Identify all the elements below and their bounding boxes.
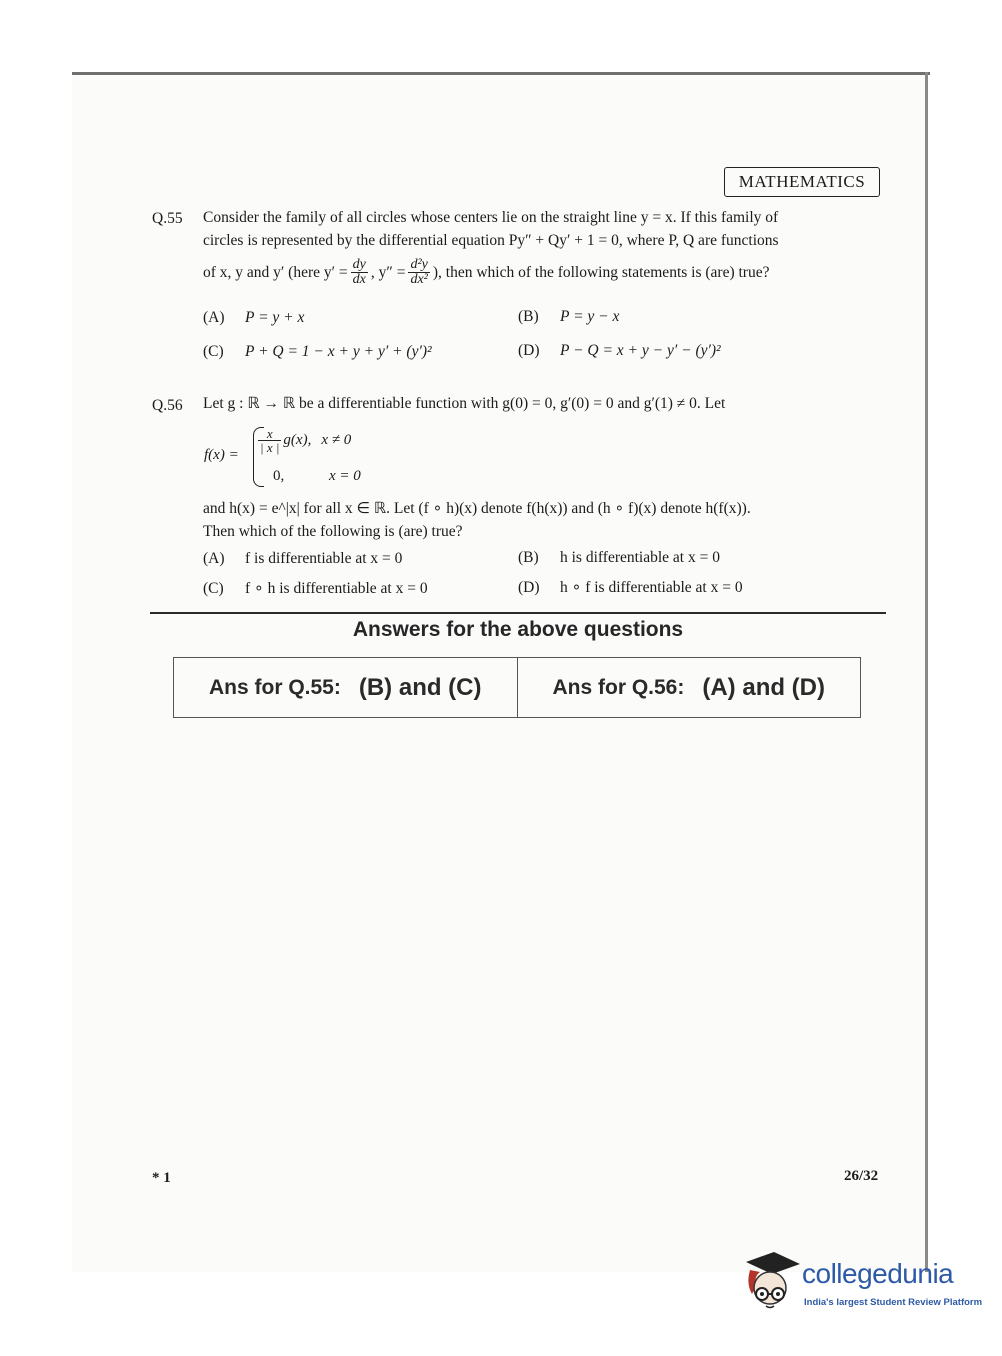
q55-frac-d2y-dx2: $\frac{\text{d²y}}{\text{dx²}}$ bbox=[410, 257, 428, 287]
q55-line3-b: , y″ = bbox=[370, 264, 406, 281]
q56-frac-x-absx: $\frac{x}{| x |}$ bbox=[260, 426, 280, 455]
q56-case2-expr: 0, bbox=[273, 468, 285, 484]
q55-line3 bbox=[203, 258, 769, 287]
q56-line3: Then which of the following is (are) true? bbox=[203, 523, 463, 540]
q56-case1: $\frac{x}{| x |}$ g(x), x ≠ 0 bbox=[260, 426, 352, 455]
q55-option-c: (C) P + Q = 1 − x + y + y′ + (y′)² bbox=[203, 343, 432, 360]
answer-q55: Ans for Q.55: (B) and (C) bbox=[209, 673, 482, 701]
answers-title: Answers for the above questions bbox=[352, 618, 684, 641]
q55-number: Q.55 bbox=[152, 210, 183, 227]
collegedunia-logo[interactable] bbox=[740, 1250, 983, 1320]
q56-option-d: (D) h ∘ f is differentiable at x = 0 bbox=[518, 579, 743, 596]
q56-number: Q.56 bbox=[152, 397, 183, 414]
q56-option-c: (C) f ∘ h is differentiable at x = 0 bbox=[203, 580, 428, 597]
footer-marker: * 1 bbox=[152, 1170, 171, 1186]
q56-option-b: (B) h is differentiable at x = 0 bbox=[518, 549, 720, 566]
q56-line2: and h(x) = e^|x| for all x ∈ ℝ. Let (f ∘ h)(x) denote f(h(x)) and (h ∘ f)(x) denote h(f(x)). bbox=[203, 500, 751, 517]
mascot-icon bbox=[740, 1250, 802, 1316]
q55-line3-c: ), then which of the following statements is (are) true? bbox=[432, 264, 770, 281]
q56-f-lhs: f(x) = bbox=[204, 447, 239, 463]
page-number: 26/32 bbox=[844, 1168, 879, 1184]
brand-tagline: India's largest Student Review Platform bbox=[804, 1297, 983, 1308]
subject-label: MATHEMATICS bbox=[724, 167, 880, 197]
q56-case2-cond: x = 0 bbox=[329, 468, 361, 484]
q55-option-a: (A) P = y + x bbox=[203, 309, 305, 326]
q55-line2: circles is represented by the differential equation Py″ + Qy′ + 1 = 0, where P, Q are functions bbox=[203, 232, 779, 249]
answers-table bbox=[173, 657, 861, 718]
q55-option-d: (D) P − Q = x + y − y′ − (y′)² bbox=[518, 342, 721, 359]
q55-line3-a: of x, y and y′ (here y′ = bbox=[203, 264, 348, 281]
page-right-border bbox=[925, 72, 928, 1272]
q56-line1: Let g : ℝ → ℝ be a differentiable function with g(0) = 0, g′(0) = 0 and g′(1) ≠ 0. Let bbox=[203, 395, 726, 412]
q56-option-a: (A) f is differentiable at x = 0 bbox=[203, 550, 403, 567]
answer-q56: Ans for Q.56: (A) and (D) bbox=[517, 658, 861, 717]
answers-divider bbox=[150, 612, 886, 614]
q55-frac-dy-dx: $\frac{dy}{dx}$ bbox=[352, 257, 366, 287]
q55-line1: Consider the family of all circles whose centers lie on the straight line y = x. If this family of bbox=[203, 209, 779, 226]
brand-name: collegedunia bbox=[802, 1258, 954, 1289]
page-top-border bbox=[72, 72, 930, 75]
q55-option-b: (B) P = y − x bbox=[518, 308, 620, 325]
